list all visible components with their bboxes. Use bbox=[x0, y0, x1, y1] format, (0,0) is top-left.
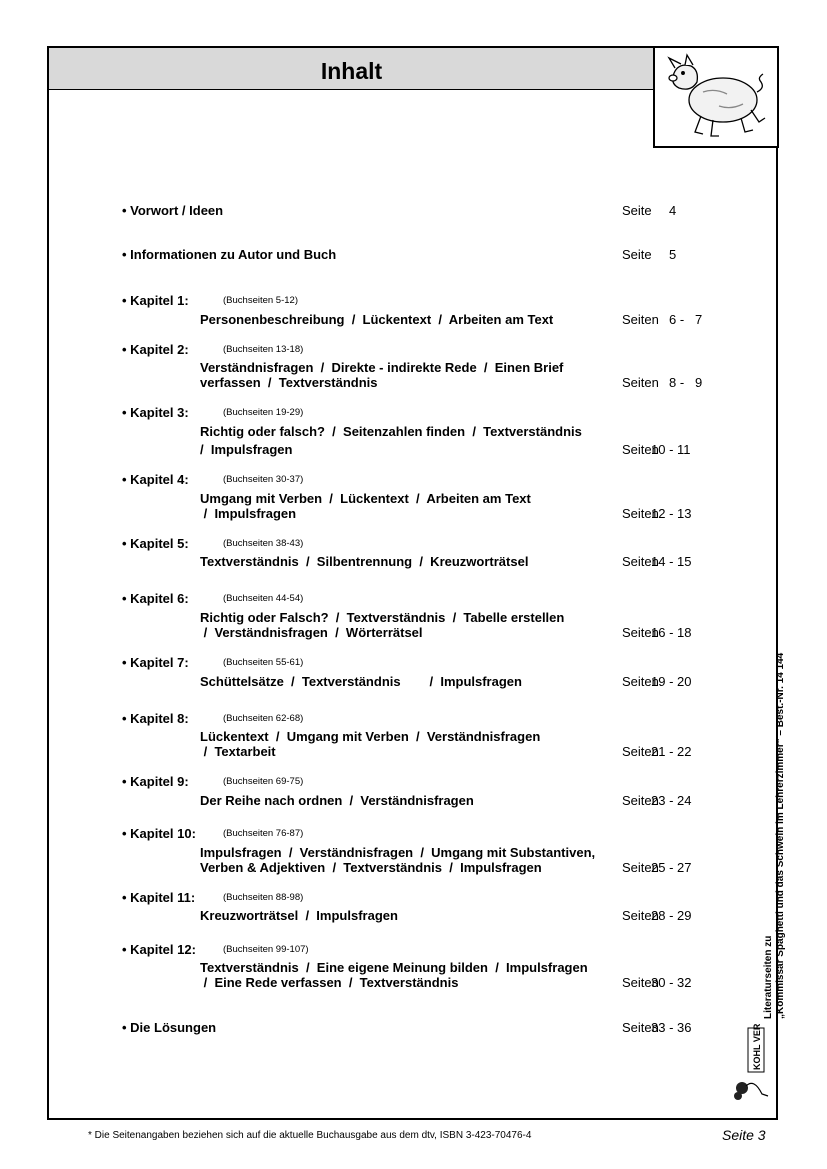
toc-entry-label: • Kapitel 5: bbox=[122, 536, 189, 551]
toc-entry-range: (Buchseiten 19-29) bbox=[223, 407, 304, 418]
toc-entry-topics: Verständnisfragen / Direkte - indirekte Rede / Einen Brief bbox=[200, 360, 564, 375]
toc-entry-topics: / Textarbeit bbox=[200, 744, 276, 759]
toc-entry-topics: Richtig oder Falsch? / Textverständnis / Tabelle erstellen bbox=[200, 610, 565, 625]
toc-entry-pages-label: Seiten bbox=[622, 442, 659, 457]
toc-entry-pages-label: Seiten bbox=[622, 312, 659, 327]
toc-entry-page-numbers: 10 - 11 bbox=[651, 442, 691, 457]
toc-entry-pages-label: Seite bbox=[622, 247, 652, 262]
toc-entry-range: (Buchseiten 38-43) bbox=[223, 538, 304, 549]
toc-entry-page-numbers: 33 - 36 bbox=[651, 1020, 692, 1035]
toc-entry-pages-label: Seiten bbox=[622, 554, 659, 569]
toc-entry-label: • Kapitel 10: bbox=[122, 826, 196, 841]
toc-entry-pages-label: Seite bbox=[622, 203, 652, 218]
toc-entry-label: • Kapitel 9: bbox=[122, 774, 189, 789]
toc-entry-page-numbers: 19 - 20 bbox=[651, 674, 692, 689]
toc-entry-page-numbers: 4 bbox=[669, 203, 677, 218]
toc-entry-pages-label: Seiten bbox=[622, 793, 659, 808]
toc-entry-topics: / Eine Rede verfassen / Textverständnis bbox=[200, 975, 459, 990]
toc-entry-page-numbers: 12 - 13 bbox=[651, 506, 692, 521]
toc-entry-label: • Informationen zu Autor und Buch bbox=[122, 247, 337, 262]
sidebar-line-1: Literaturseiten zu bbox=[763, 935, 774, 1019]
toc-entry-label: • Kapitel 1: bbox=[122, 293, 189, 308]
toc-entry-label: • Kapitel 6: bbox=[122, 591, 189, 606]
toc-entry-topics: Textverständnis / Silbentrennung / Kreuzworträtsel bbox=[200, 554, 529, 569]
toc-entry-topics: / Impulsfragen bbox=[200, 442, 293, 457]
toc-entry-topics: Impulsfragen / Verständnisfragen / Umgang mit Substantiven, bbox=[200, 845, 596, 860]
toc-entry-range: (Buchseiten 88-98) bbox=[223, 892, 304, 903]
toc-entry-range: (Buchseiten 30-37) bbox=[223, 474, 304, 485]
toc-entry-range: (Buchseiten 13-18) bbox=[223, 344, 304, 355]
page-title: Inhalt bbox=[320, 58, 383, 84]
toc-entry-topics: Schüttelsätze / Textverständnis / Impulsfragen bbox=[200, 674, 522, 689]
pig-illustration bbox=[653, 46, 779, 148]
toc-entry-topics: verfassen / Textverständnis bbox=[200, 375, 378, 390]
toc-entry-topics: Verben & Adjektiven / Textverständnis / Impulsfragen bbox=[200, 860, 542, 875]
toc-entry-range: (Buchseiten 76-87) bbox=[223, 828, 304, 839]
toc-entry-page-numbers: 28 - 29 bbox=[651, 908, 692, 923]
toc-entry-page-numbers: 25 - 27 bbox=[651, 860, 692, 875]
toc-entry-pages-label: Seiten bbox=[622, 860, 659, 875]
toc-entry-label: • Kapitel 3: bbox=[122, 405, 189, 420]
toc-entry-pages-label: Seiten bbox=[622, 1020, 659, 1035]
toc-entry-pages-label: Seiten bbox=[622, 908, 659, 923]
toc-entry-topics: Kreuzworträtsel / Impulsfragen bbox=[200, 908, 398, 923]
toc-entry-topics: Textverständnis / Eine eigene Meinung bilden / Impulsfragen bbox=[200, 960, 588, 975]
toc-entry-topics: Umgang mit Verben / Lückentext / Arbeiten am Text bbox=[200, 491, 531, 506]
toc-entry-topics: Lückentext / Umgang mit Verben / Verständnisfragen bbox=[200, 729, 541, 744]
toc-entry-page-numbers: 21 - 22 bbox=[651, 744, 692, 759]
toc-entry-page-numbers: 30 - 32 bbox=[651, 975, 692, 990]
toc-entry-label: • Kapitel 2: bbox=[122, 342, 189, 357]
toc-entry-pages-label: Seiten bbox=[622, 674, 659, 689]
sidebar-line-2: „Kommissar Spaghetti und das Schwein im Lehrerzimmer“ – Best.-Nr. 14 144 bbox=[775, 652, 786, 1019]
toc-entry-topics: Richtig oder falsch? / Seitenzahlen finden / Textverständnis bbox=[200, 424, 582, 439]
toc-entry-topics: Der Reihe nach ordnen / Verständnisfragen bbox=[200, 793, 474, 808]
toc-entry-page-numbers: 16 - 18 bbox=[651, 625, 692, 640]
toc-entry-pages-label: Seiten bbox=[622, 975, 659, 990]
toc-entry-topics: / Impulsfragen bbox=[200, 506, 297, 521]
footnote: * Die Seitenangaben beziehen sich auf die aktuelle Buchausgabe aus dem dtv, ISBN 3-423-70476-4 bbox=[88, 1130, 532, 1141]
logo-text: KOHL VERLAG bbox=[752, 1024, 762, 1070]
pig-icon bbox=[655, 48, 777, 146]
publisher-logo bbox=[732, 1024, 772, 1109]
toc-entry-label: • Vorwort / Ideen bbox=[122, 203, 224, 218]
toc-entry-page-numbers: 23 - 24 bbox=[651, 793, 692, 808]
toc-entry-page-numbers: 5 bbox=[669, 247, 677, 262]
toc-entry-range: (Buchseiten 69-75) bbox=[223, 776, 304, 787]
toc-entry-topics: / Verständnisfragen / Wörterrätsel bbox=[200, 625, 423, 640]
toc-entry-pages-label: Seiten bbox=[622, 506, 659, 521]
toc-entry-range: (Buchseiten 55-61) bbox=[223, 657, 304, 668]
toc-entry-topics: Personenbeschreibung / Lückentext / Arbeiten am Text bbox=[200, 312, 554, 327]
toc-entry-pages-label: Seiten bbox=[622, 744, 659, 759]
toc-entry-range: (Buchseiten 62-68) bbox=[223, 713, 304, 724]
toc-entry-page-numbers: 14 - 15 bbox=[651, 554, 692, 569]
toc-entry-label: • Kapitel 8: bbox=[122, 711, 189, 726]
sidebar-reference bbox=[763, 653, 787, 1019]
toc-entry-label: • Die Lösungen bbox=[122, 1020, 217, 1035]
page-number: Seite 3 bbox=[722, 1127, 766, 1143]
toc-entry-pages-label: Seiten bbox=[622, 375, 659, 390]
toc-entry-range: (Buchseiten 5-12) bbox=[223, 295, 298, 306]
toc-entry-label: • Kapitel 11: bbox=[122, 890, 196, 905]
toc-entry-page-numbers: 6 - 7 bbox=[669, 312, 703, 327]
toc-entry-range: (Buchseiten 99-107) bbox=[223, 944, 309, 955]
toc-entry-pages-label: Seiten bbox=[622, 625, 659, 640]
toc-entry-label: • Kapitel 7: bbox=[122, 655, 189, 670]
toc-entry-page-numbers: 8 - 9 bbox=[669, 375, 703, 390]
toc-entry-range: (Buchseiten 44-54) bbox=[223, 593, 304, 604]
toc-entry-label: • Kapitel 4: bbox=[122, 472, 189, 487]
toc-entry-label: • Kapitel 12: bbox=[122, 942, 196, 957]
